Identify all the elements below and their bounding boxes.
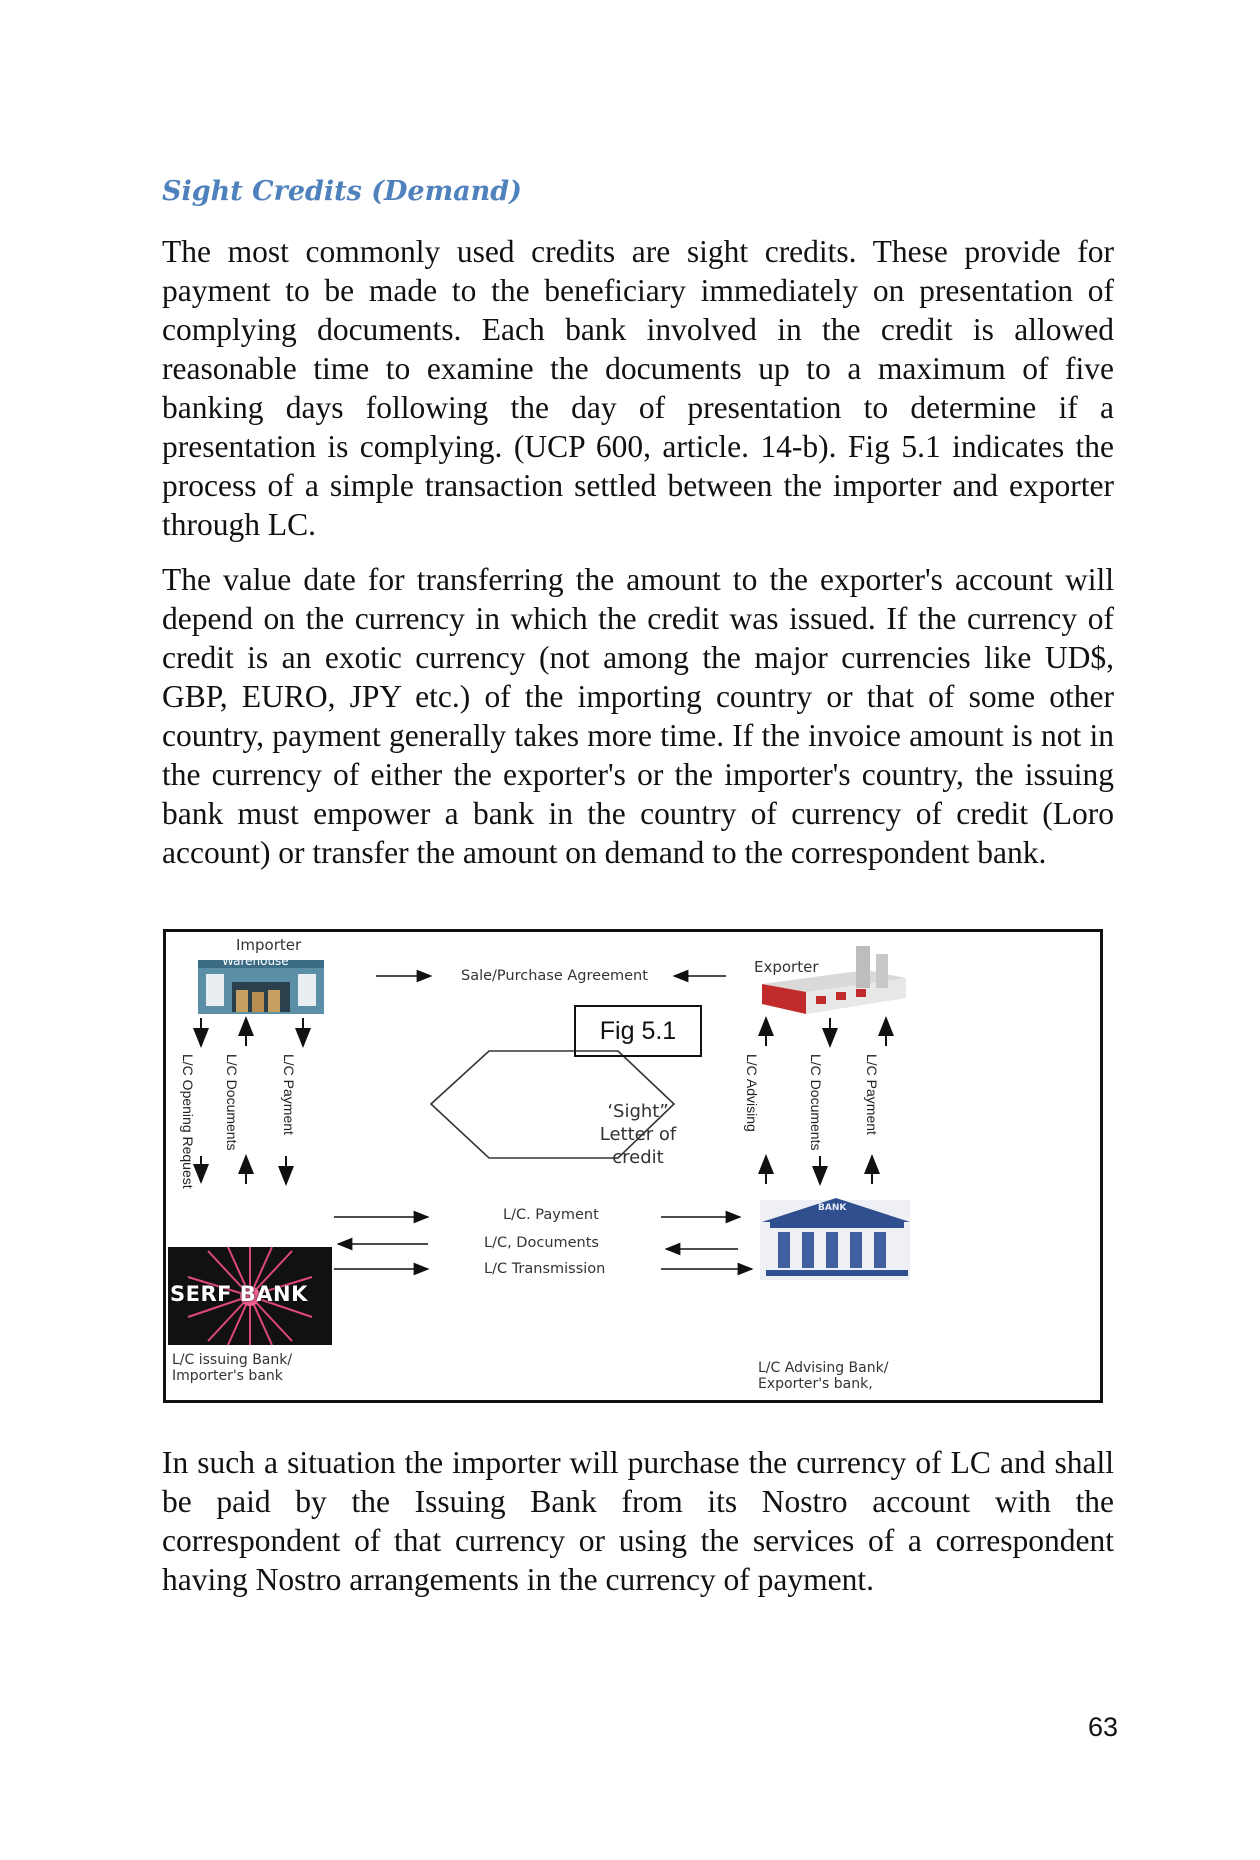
section-heading: Sight Credits (Demand) (162, 176, 522, 207)
figure-number-box: Fig 5.1 (574, 1005, 702, 1057)
warehouse-icon (198, 960, 324, 1014)
right-vlabel-payment: L/C Payment (864, 1054, 880, 1135)
exporter-label: Exporter (754, 958, 819, 976)
paragraph-3: In such a situation the importer will purchase the currency of LC and shall be paid by the Issuing Bank from its Nostro account with the correspondent of that currency or using the services of a correspondent having Nostro arrangements in the currency of payment. (162, 1445, 1114, 1597)
paragraph-1: The most commonly used credits are sight credits. These provide for payment to be made to the beneficiary immediately on presentation of complying documents. Each bank involved in the credit is allowed reasonable time to examine the documents up to a maximum of five banking days following the day of presentation to determine if a presentation is complying. (UCP 600, article. 14-b). Fig 5.1 indicates the process of a simple transaction settled between the importer and exporter through LC. (162, 234, 1114, 542)
bank-sign: BANK (818, 1203, 847, 1213)
advising-bank-caption (758, 1360, 888, 1392)
serf-bank-name: SERF BANK (170, 1282, 308, 1306)
right-vlabel-documents: L/C Documents (808, 1054, 824, 1151)
serf-bank-logo (168, 1247, 332, 1345)
agreement-label: Sale/Purchase Agreement (461, 968, 648, 984)
sight-lc-line-2: Letter of (599, 1124, 677, 1145)
issuing-bank-caption (172, 1352, 292, 1384)
flow-label-documents: L/C, Documents (484, 1235, 599, 1251)
flow-label-transmission: L/C Transmission (484, 1261, 606, 1277)
issuing-bank-caption-line-2: Importer's bank (172, 1368, 283, 1384)
factory-icon (762, 946, 906, 1014)
advising-bank-caption-line-2: Exporter's bank, (758, 1376, 873, 1392)
advising-bank-caption-line-1: L/C Advising Bank/ (758, 1360, 889, 1376)
sight-lc-line-1: ‘Sight” (607, 1101, 669, 1122)
right-vlabel-advising: L/C Advising (744, 1054, 760, 1132)
issuing-bank-caption-line-1: L/C issuing Bank/ (172, 1352, 293, 1368)
warehouse-label: Warehouse (222, 954, 289, 968)
flow-label-payment: L/C. Payment (503, 1207, 599, 1223)
page-number: 63 (1087, 1712, 1118, 1742)
left-vlabel-documents: L/C Documents (224, 1054, 240, 1151)
lc-process-figure (163, 929, 1103, 1403)
paragraph-2: The value date for transferring the amount to the exporter's account will depend on the currency in which the credit was issued. If the currency of credit is an exotic currency (not among the major currencies like UD$, GBP, EURO, JPY etc.) of the importing country or that of some other country, payment generally takes more time. If the invoice amount is not in the currency of either the exporter's or the importer's country, the issuing bank must empower a bank in the country of currency of credit (Loro account) or transfer the amount on demand to the correspondent bank. (162, 562, 1114, 870)
left-vlabel-opening-request: L/C Opening Request (180, 1054, 196, 1189)
sight-lc-label (488, 1100, 788, 1169)
sight-lc-line-3: credit (612, 1147, 664, 1168)
left-vlabel-payment: L/C Payment (281, 1054, 297, 1135)
importer-label: Importer (236, 936, 302, 954)
